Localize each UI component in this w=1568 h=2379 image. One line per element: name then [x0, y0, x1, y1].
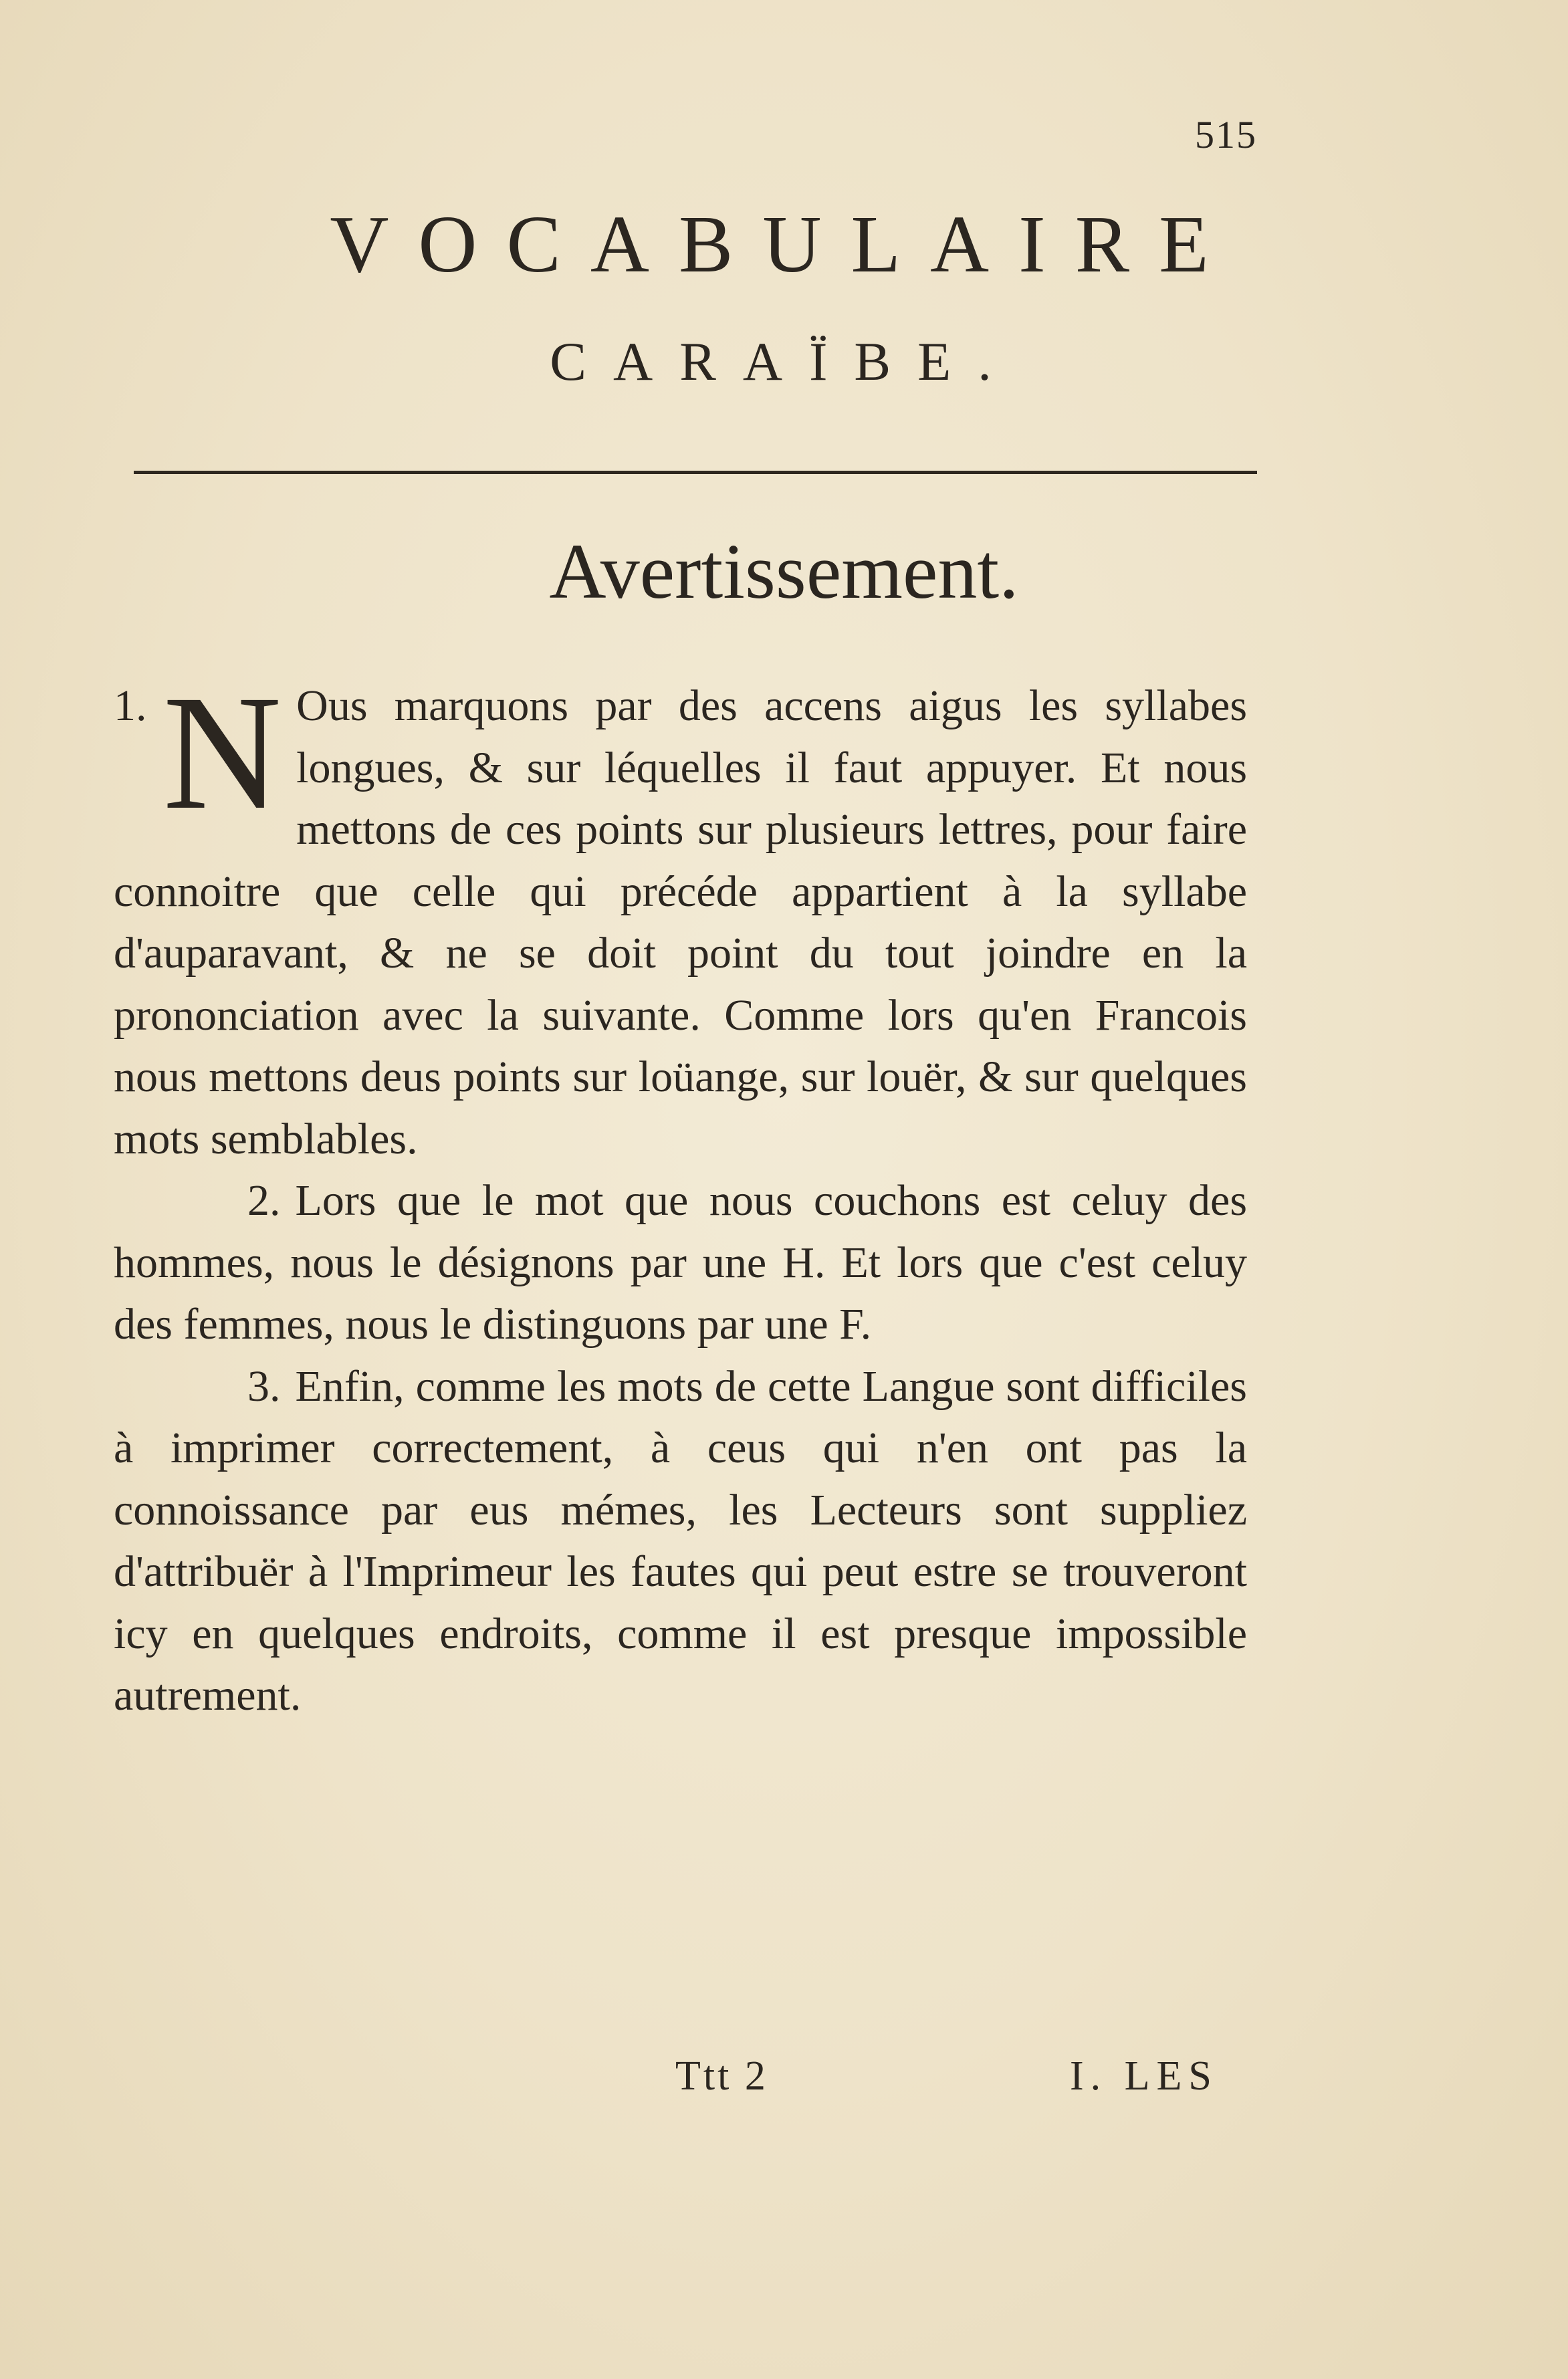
horizontal-rule: [134, 471, 1257, 474]
page-subtitle: CARAÏBE.: [550, 331, 1018, 392]
paragraph-text: Enfin, comme les mots de cette Langue sont difficiles à imprimer correctement, à ceus qui n'en ont pas la connoissance par eus mémes, les Lecteurs sont suppliez d'attribuër à l'Imprimeur les fautes qui peut estre se trouveront icy en quelques endroits, comme il est presque impossible autrement.: [114, 1361, 1247, 1720]
paragraph-2: [114, 1170, 1247, 1356]
paragraph-text: Ous marquons par des accens aigus les syllabes longues, & sur léquelles il faut appuyer. Et nous mettons de ces points sur plusieurs lettres, pour faire connoitre que celle qui précéde appartient à la syllabe d'auparavant, & ne se doit point du tout joindre en la prononciation avec la suivante. Comme lors qu'en Francois nous mettons deus points sur loüange, sur louër, & sur quelques mots semblables.: [114, 681, 1247, 1163]
catchword: I. LES: [1070, 2053, 1218, 2099]
paragraph-number: 1.: [114, 681, 147, 730]
paragraph-text: Lors que le mot que nous couchons est celuy des hommes, nous le désignons par une H. Et lors que c'est celuy des femmes, nous le distinguons par une F.: [114, 1176, 1247, 1349]
paragraph-number: 3.: [247, 1361, 281, 1411]
page-number: 515: [1195, 113, 1257, 156]
page-title: VOCABULAIRE: [330, 199, 1238, 290]
signature-mark: Ttt 2: [675, 2053, 768, 2099]
drop-cap: N: [162, 662, 282, 844]
paragraph-3: [114, 1356, 1247, 1727]
section-heading: Avertissement.: [549, 528, 1019, 615]
paragraph-number: 2.: [247, 1176, 281, 1225]
body-text: [114, 662, 1247, 1727]
paragraph-1: [114, 662, 1247, 1170]
